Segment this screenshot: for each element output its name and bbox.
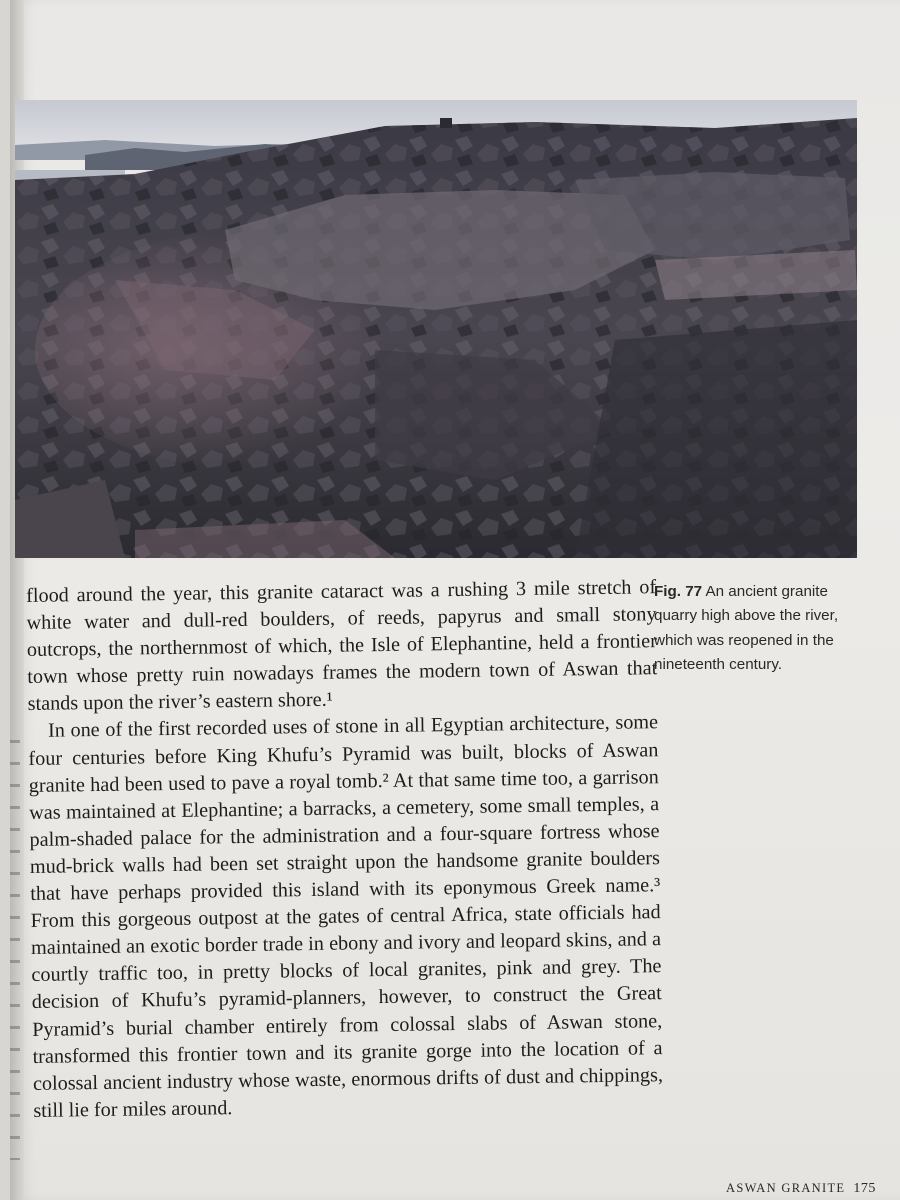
body-text <box>26 574 664 1125</box>
figure-label: Fig. 77 <box>654 583 703 600</box>
granite-quarry-photo <box>15 100 857 558</box>
running-head: ASWAN GRANITE <box>726 1181 846 1195</box>
facing-page-bleed <box>10 740 20 1160</box>
paragraph-2: In one of the first recorded uses of stone in all Egyptian architecture, some four centuries before King Khufu’s Pyramid was built, blocks of Aswan granite had been used to pave a royal tomb.² At that same time too, a garrison was maintained at Elephantine; a barracks, a cemetery, some small temples, a palm-shaded palace for the administration and a four-square fortress whose mud-brick walls had been set straight upon the handsome granite boulders that have perhaps provided this island with its eponymous Greek name.³ From this gorgeous outpost at the gates of central Africa, state officials had maintained an exotic border trade in ebony and ivory and leopard skins, and a courtly traffic too, in pretty blocks of local granites, pink and grey. The decision of Khufu’s pyramid-planners, however, to construct the Great Pyramid’s burial chamber entirely from colossal slabs of Aswan stone, transformed this frontier town and its granite gorge into the location of a colossal ancient industry whose waste, enormous drifts of dust and chippings, still lie for miles around. <box>28 711 664 1122</box>
page-footer <box>726 1181 900 1197</box>
paragraph-1: flood around the year, this granite cataract was a rushing 3 mile stretch of white water and dull-red boulders, of reeds, papyrus and small stony outcrops, the northernmost of which, the Isle of Elephantine, held a frontier town whose pretty ruin nowadays frames the modern town of Aswan that stands upon the river’s eastern shore.¹ <box>26 576 658 716</box>
caption-text: An ancient granite quarry high above the river, which was reopened in the nineteenth century. <box>654 583 839 674</box>
figure-caption <box>654 580 844 678</box>
page-number: 175 <box>853 1181 876 1196</box>
book-page <box>10 0 900 1200</box>
quarry-photo-illustration <box>15 100 857 558</box>
